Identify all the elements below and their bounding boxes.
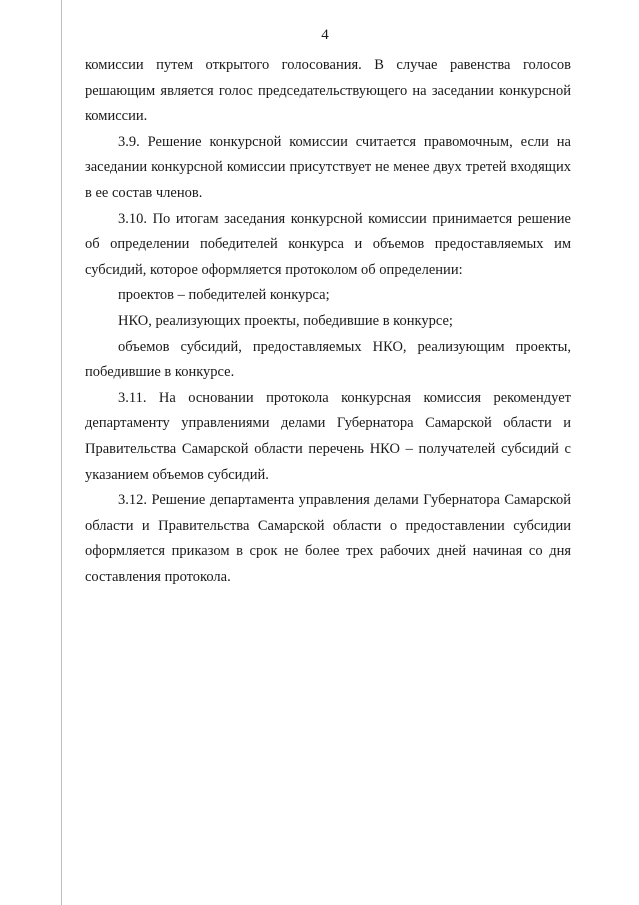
list-item-subsidy-volumes: объемов субсидий, предоставляемых НКО, реализующим проекты, победившие в конкурсе. xyxy=(85,338,571,381)
paragraph-3-11-recommendation: 3.11. На основании протокола конкурсная комиссия рекомендует департаменту управлениями делами Губернатора Самарской области и Правительства Самарской области перечень НКО – получателей субсидий с указанием объемов субсидий. xyxy=(85,389,571,483)
scan-edge-line xyxy=(61,0,62,905)
list-item-projects: проектов – победителей конкурса; xyxy=(118,287,330,304)
page-number: 4 xyxy=(321,27,329,43)
paragraph-3-12-order: 3.12. Решение департамента управления делами Губернатора Самарской области и Правительства Самарской области о предоставлении субсидии оформляется приказом в срок не более трех рабочих дней начиная со дня составления протокола. xyxy=(85,492,571,585)
list-item-nko: НКО, реализующих проекты, победившие в конкурсе; xyxy=(118,312,453,329)
paragraph-3-10-decision: 3.10. По итогам заседания конкурсной комиссии принимается решение об определении победителей конкурса и объемов предоставляемых им субсидий, которое оформляется протоколом об определении: xyxy=(85,210,571,278)
paragraph-voting-continuation: комиссии путем открытого голосования. В случае равенства голосов решающим является голос председательствующего на заседании конкурсной комиссии. xyxy=(85,57,571,125)
document-body xyxy=(85,53,571,590)
paragraph-3-9-quorum: 3.9. Решение конкурсной комиссии считается правомочным, если на заседании конкурсной комиссии присутствует не менее двух третей входящих в ее состав членов. xyxy=(85,133,571,201)
